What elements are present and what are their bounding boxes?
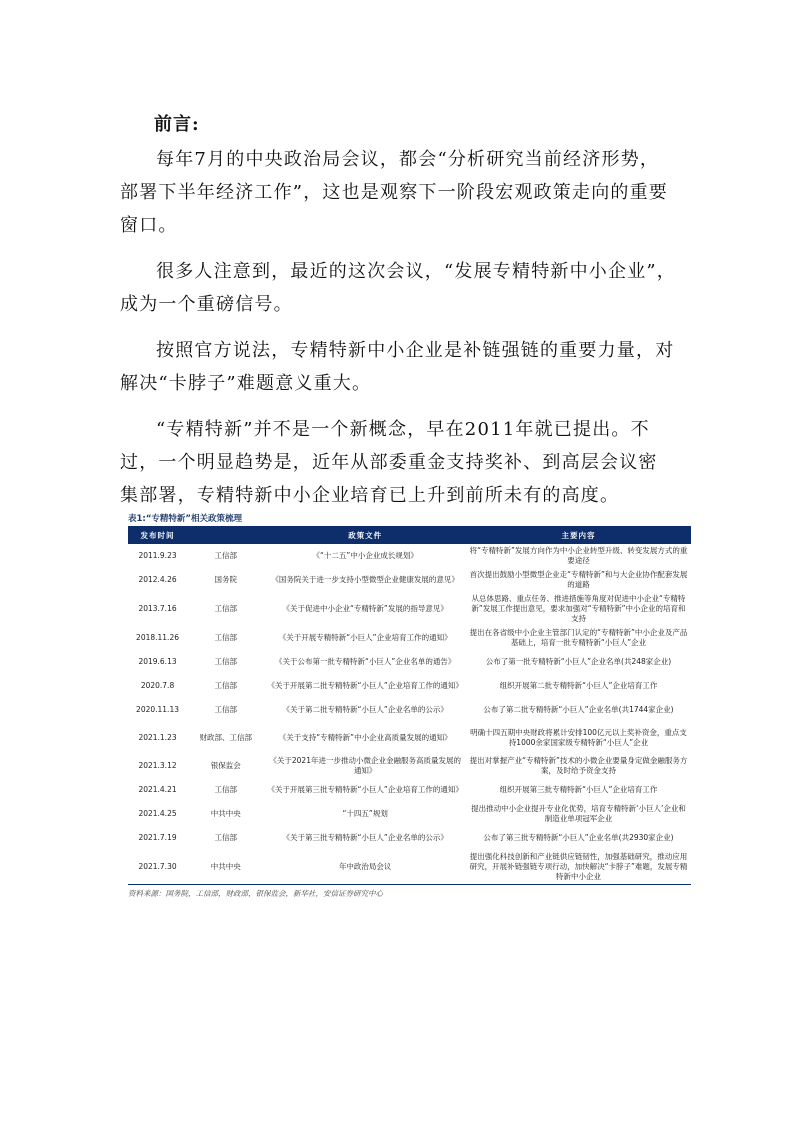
table-row	[128, 778, 691, 802]
row-date: 2012.4.26	[138, 575, 177, 584]
row-content: 提出推动中小企业提升专业化优势，培育专精特新‘小巨人’企业和制造业单项冠军企业	[471, 804, 686, 823]
row-date: 2021.7.30	[128, 850, 187, 885]
row-date: 2020.7.8	[140, 681, 175, 690]
row-content: 提出对掌握产业“专精特新”技术的小微企业要量身定做金融服务方案，及时给予资金支持	[469, 756, 688, 775]
row-date: 2021.1.23	[138, 733, 177, 742]
paragraph-3: 按照官方说法，专精特新中小企业是补链强链的重要力量，对解决“卡脖子”难题意义重大。	[120, 340, 675, 394]
table-row	[128, 674, 691, 698]
row-doc: 《关于第二批专精特新“小巨人”企业名单的公示》	[282, 705, 448, 714]
row-doc: 《“十二五”中小企业成长规划》	[312, 551, 418, 560]
paragraph-4: “专精特新”并不是一个新概念，早在2011年就已提出。不过，一个明显趋势是，近年从部委重金支持奖补、到高层会议密集部署，专精特新中小企业培育已上升到前所未有的高度。	[120, 419, 658, 506]
row-content: 将“专精特新”发展方向作为中小企业转型升级、转变发展方式的重要途径	[469, 546, 688, 565]
row-date: 2021.3.12	[138, 761, 177, 770]
table-row	[128, 754, 691, 778]
row-content: 公布了第一批专精特新“小巨人”企业名单(共248家企业)	[485, 657, 672, 666]
row-dept: 工信部	[214, 785, 237, 794]
row-content: 提出在各省级中小企业主管部门认定的“专精特新”中小企业及产品基础上，培育一批专精特新“小巨人”企业	[469, 628, 688, 647]
row-date: 2011.9.23	[138, 551, 177, 560]
header-content: 主要内容	[561, 530, 596, 540]
row-doc: 《关于促进中小企业“专精特新”发展的指导意见》	[282, 604, 448, 613]
row-content: 组织开展第三批专精特新“小巨人”企业培育工作	[499, 785, 658, 794]
row-date: 2013.7.16	[138, 604, 177, 613]
row-content: 公布了第三批专精特新“小巨人”企业名单(共2930家企业)	[483, 833, 674, 842]
row-date: 2021.4.25	[138, 809, 177, 818]
table-row	[128, 722, 691, 754]
row-dept: 工信部	[214, 705, 237, 714]
paragraph-2: 很多人注意到，最近的这次会议，“发展专精特新中小企业”，成为一个重磅信号。	[120, 261, 677, 315]
row-content: 明确十四五期中央财政将累计安排100亿元以上奖补资金，重点支持1000余家国家级专精特新“小巨人”企业	[470, 728, 687, 747]
row-doc: 《关于开展专精特新“小巨人”企业培育工作的通知》	[278, 633, 452, 642]
table-row	[128, 626, 691, 650]
section-heading: 前言:	[154, 114, 200, 135]
row-content: 公布了第二批专精特新“小巨人”企业名单(共1744家企业)	[483, 705, 674, 714]
row-content: 提出强化科技创新和产业链供应链韧性，加强基础研究，推动应用研究，开展补链强链专项行动，加快解决“卡脖子”难题，发展专精特新中小企业	[466, 850, 691, 885]
row-content: 组织开展第二批专精特新“小巨人”企业培育工作	[499, 681, 658, 690]
policy-table-section	[128, 512, 696, 899]
table-row	[128, 650, 691, 674]
row-date: 2020.11.13	[136, 705, 179, 714]
header-date: 发布时间	[140, 530, 175, 540]
table-header-row	[128, 526, 691, 544]
row-date: 2018.11.26	[136, 633, 179, 642]
row-content: 从总体思路、重点任务、推进措施等角度对促进中小企业“专精特新”发展工作提出意见，要求加强对“专精特新”中小企业的培育和支持	[471, 594, 686, 623]
table-row	[128, 802, 691, 826]
row-dept: 财政部、工信部	[199, 733, 252, 742]
row-dept: 银保监会	[210, 761, 241, 770]
row-dept: 国务院	[214, 575, 237, 584]
row-doc: 《关于2021年进一步推动小微企业金融服务高质量发展的通知》	[269, 756, 461, 775]
table-source-note: 资料来源：国务院，工信部，财政部，银保监会，新华社，安信证券研究中心	[128, 889, 383, 898]
row-doc: 年中政治局会议	[264, 850, 466, 885]
table-row	[128, 850, 691, 885]
table-row	[128, 698, 691, 722]
row-date: 2021.4.21	[138, 785, 177, 794]
table-row	[128, 568, 691, 592]
row-date: 2019.6.13	[138, 657, 177, 666]
row-dept: 工信部	[214, 633, 237, 642]
policy-table	[128, 526, 691, 885]
table-row	[128, 592, 691, 626]
header-dept	[187, 526, 264, 544]
row-doc: 《关于开展第二批专精特新“小巨人”企业培育工作的通知》	[267, 681, 463, 690]
row-dept: 工信部	[214, 657, 237, 666]
table-title: 表1:“专精特新”相关政策梳理	[128, 514, 242, 524]
row-dept: 工信部	[214, 551, 237, 560]
row-dept: 中共中央	[187, 850, 264, 885]
row-doc: 《关于第三批专精特新“小巨人”企业名单的公示》	[282, 833, 448, 842]
row-dept: 工信部	[214, 604, 237, 613]
row-doc: 《关于开展第三批专精特新“小巨人”企业培育工作的通知》	[267, 785, 463, 794]
header-doc: 政策文件	[348, 530, 383, 540]
row-date: 2021.7.19	[138, 833, 177, 842]
row-dept: 工信部	[214, 681, 237, 690]
table-row	[128, 544, 691, 568]
table-row	[128, 826, 691, 850]
row-doc: 《国务院关于进一步支持小型微型企业健康发展的意见》	[271, 575, 459, 584]
row-doc: “十四五”规划	[342, 809, 388, 818]
row-dept: 中共中央	[210, 809, 241, 818]
row-doc: 《关于公布第一批专精特新“小巨人”企业名单的通告》	[275, 657, 456, 666]
paragraph-1: 每年7月的中央政治局会议，都会“分析研究当前经济形势，部署下半年经济工作”，这也是观察下一阶段宏观政策走向的重要窗口。	[120, 149, 668, 236]
body-text	[120, 143, 676, 525]
row-content: 首次提出鼓励小型微型企业走“专精特新”和与大企业协作配套发展的道路	[469, 570, 688, 589]
row-dept: 工信部	[214, 833, 237, 842]
row-doc: 《关于支持“专精特新”中小企业高质量发展的通知》	[278, 733, 452, 742]
